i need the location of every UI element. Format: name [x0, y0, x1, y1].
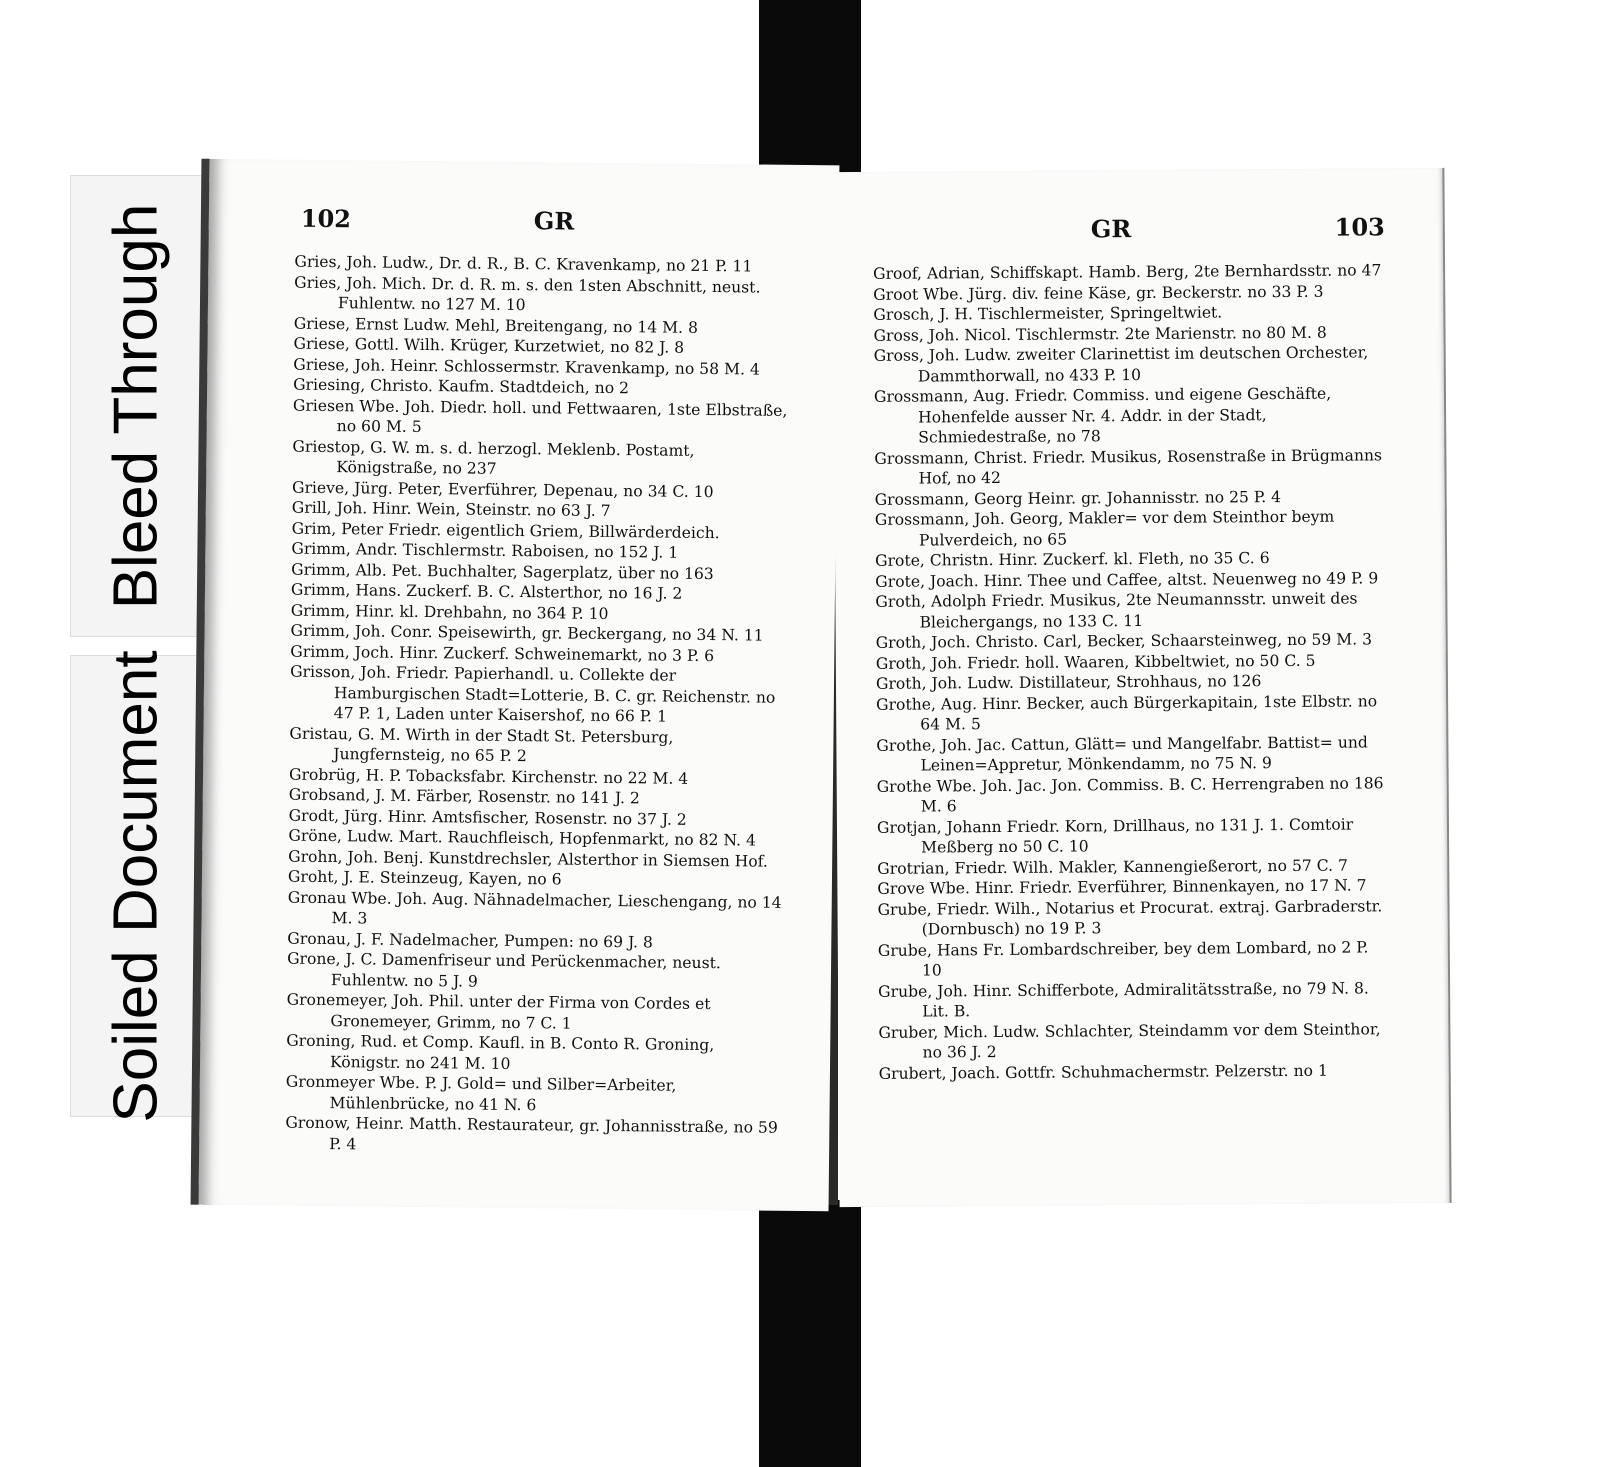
directory-entry: Grodt, Jürg. Hinr. Amtsfischer, Rosenstr. no 37 J. 2	[288, 806, 687, 829]
right-page	[832, 168, 1451, 1207]
left-entry-list	[285, 252, 794, 1159]
directory-entry: Grieve, Jürg. Peter, Everführer, Depenau, no 34 C. 10	[291, 478, 714, 501]
directory-entry: Groot Wbe. Jürg. div. feine Käse, gr. Beckerstr. no 33 P. 3	[873, 282, 1324, 304]
directory-entry: Grimm, Andr. Tischlermstr. Raboisen, no 152 J. 1	[291, 539, 679, 562]
left-page-header	[209, 159, 839, 236]
directory-entry: Gries, Joh. Ludw., Dr. d. R., B. C. Kravenkamp, no 21 P. 11	[294, 252, 753, 276]
directory-entry: Groth, Joh. Ludw. Distillateur, Strohhaus, no 126	[875, 672, 1262, 693]
directory-entry: Grosch, J. H. Tischlermeister, Springeltwiet.	[873, 303, 1223, 324]
directory-entry: Gronau, J. F. Nadelmacher, Pumpen: no 69 J. 8	[287, 929, 654, 951]
directory-entry: Griese, Joh. Heinr. Schlossermstr. Kravenkamp, no 58 M. 4	[293, 355, 760, 379]
directory-entry: Gronmeyer Wbe. P. J. Gold= und Silber=Arbeiter, Mühlenbrücke, no 41 N. 6	[285, 1072, 677, 1114]
directory-entry: Grimm, Hinr. kl. Drehbahn, no 364 P. 10	[290, 601, 609, 623]
directory-entry: Gross, Joh. Ludw. zweiter Clarinettist im deutschen Orchester, Dammthorwall, no 433 P. 10	[873, 343, 1369, 386]
directory-entry: Grossmann, Joh. Georg, Makler= vor dem Steinthor beym Pulverdeich, no 65	[874, 507, 1335, 550]
directory-entry: Griese, Gottl. Wilh. Krüger, Kurzetwiet, no 82 J. 8	[293, 334, 685, 357]
right-page-header	[832, 168, 1442, 244]
directory-entry: Grube, Hans Fr. Lombardschreiber, bey dem Lombard, no 2 P. 10	[877, 937, 1369, 980]
directory-entry: Grimm, Hans. Zuckerf. B. C. Alsterthor, no 16 J. 2	[290, 580, 683, 603]
directory-entry: Grim, Peter Friedr. eigentlich Griem, Billwärderdeich.	[291, 519, 720, 542]
directory-entry: Gröne, Ludw. Mart. Rauchfleisch, Hopfenmarkt, no 82 N. 4	[288, 826, 757, 850]
left-running-head: GR	[533, 206, 575, 236]
directory-entry: Groof, Adrian, Schiffskapt. Hamb. Berg, 2te Bernhardsstr. no 47	[873, 261, 1382, 283]
directory-entry: Groth, Joch. Christo. Carl, Becker, Schaarsteinweg, no 59 M. 3	[875, 630, 1373, 652]
directory-entry: Grothe, Joh. Jac. Cattun, Glätt= und Mangelfabr. Battist= und Leinen=Appretur, Mönkendamm, no 75 N. 9	[876, 732, 1368, 775]
directory-entry: Grove Wbe. Hinr. Friedr. Everführer, Binnenkayen, no 17 N. 7	[877, 876, 1367, 898]
directory-entry: Gries, Joh. Mich. Dr. d. R. m. s. den 1sten Abschnitt, neust. Fuhlentw. no 127 M. 10	[294, 273, 761, 315]
directory-entry: Grothe, Aug. Hinr. Becker, auch Bürgerkapitain, 1ste Elbstr. no 64 M. 5	[876, 691, 1378, 734]
directory-entry: Grossmann, Aug. Friedr. Commiss. und eigene Geschäfte, Hohenfelde ausser Nr. 4. Addr. in der Stadt, Schmiedestraße, no 78	[873, 384, 1332, 447]
binding-strip-bottom	[759, 1200, 861, 1467]
directory-entry: Grobrüg, H. P. Tobacksfabr. Kirchenstr. no 22 M. 4	[288, 765, 689, 788]
directory-entry: Grotrian, Friedr. Wilh. Makler, Kannengießerort, no 57 C. 7	[877, 856, 1348, 878]
directory-entry: Gross, Joh. Nicol. Tischlermstr. 2te Marienstr. no 80 M. 8	[873, 323, 1327, 345]
directory-entry: Grube, Joh. Hinr. Schifferbote, Admiralitätsstraße, no 79 N. 8. Lit. B.	[878, 978, 1369, 1021]
directory-entry: Groning, Rud. et Comp. Kaufl. in B. Conto R. Groning, Königstr. no 241 M. 10	[286, 1031, 715, 1073]
directory-entry: Grossmann, Christ. Friedr. Musikus, Rosenstraße in Brügmanns Hof, no 42	[874, 445, 1383, 488]
soiled-document-label	[70, 649, 202, 1123]
directory-entry: Grube, Friedr. Wilh., Notarius et Procurat. extraj. Garbraderstr. (Dornbusch) no 19 P. 3	[877, 896, 1383, 939]
binding-strip-top	[759, 0, 861, 180]
directory-entry: Grote, Christn. Hinr. Zuckerf. kl. Fleth, no 35 C. 6	[875, 549, 1270, 570]
directory-entry: Grisson, Joh. Friedr. Papierhandl. u. Collekte der Hamburgischen Stadt=Lotterie, B. C. gr. Reichenstr. no 47 P. 1, Laden unter Kaisershof, no 66 P. 1	[290, 662, 776, 726]
directory-entry: Grobsand, J. M. Färber, Rosenstr. no 141 J. 2	[288, 785, 640, 808]
directory-entry: Gristau, G. M. Wirth in der Stadt St. Petersburg, Jungfernsteig, no 65 P. 2	[289, 724, 674, 766]
directory-entry: Groht, J. E. Steinzeug, Kayen, no 6	[287, 867, 562, 889]
directory-entry: Griesen Wbe. Joh. Diedr. holl. und Fettwaaren, 1ste Elbstraße, no 60 M. 5	[292, 396, 788, 437]
bleed-through-text: Bleed Through	[101, 203, 171, 609]
right-running-head: GR	[1090, 214, 1132, 244]
directory-entry: Grimm, Joch. Hinr. Zuckerf. Schweinemarkt, no 3 P. 6	[290, 642, 715, 665]
directory-entry: Groth, Joh. Friedr. holl. Waaren, Kibbeltwiet, no 50 C. 5	[875, 651, 1316, 673]
right-page-number: 103	[1334, 212, 1385, 242]
bleed-through-label	[70, 175, 202, 637]
directory-entry: Groth, Adolph Friedr. Musikus, 2te Neumannsstr. unweit des Bleichergangs, no 133 C. 11	[875, 589, 1358, 632]
directory-entry: Grill, Joh. Hinr. Wein, Steinstr. no 63 J. 7	[291, 498, 611, 520]
soiled-document-text: Soiled Document	[101, 649, 171, 1123]
directory-entry: Grote, Joach. Hinr. Thee und Caffee, altst. Neuenweg no 49 P. 9	[875, 568, 1379, 591]
right-entry-list	[873, 260, 1389, 1084]
directory-entry: Griestop, G. W. m. s. d. herzogl. Meklenb. Postamt, Königstraße, no 237	[292, 437, 695, 478]
directory-entry: Griesing, Christo. Kaufm. Stadtdeich, no 2	[293, 375, 630, 398]
directory-entry: Grimm, Joh. Conr. Speisewirth, gr. Beckergang, no 34 N. 11	[290, 621, 764, 645]
left-page	[191, 159, 840, 1212]
directory-entry: Grossmann, Georg Heinr. gr. Johannisstr. no 25 P. 4	[874, 487, 1282, 509]
directory-entry: Grohn, Joh. Benj. Kunstdrechsler, Alsterthor in Siemsen Hof.	[288, 847, 768, 871]
directory-entry: Gronau Wbe. Joh. Aug. Nähnadelmacher, Lieschengang, no 14 M. 3	[287, 888, 782, 928]
directory-entry: Gruber, Mich. Ludw. Schlachter, Steindamm vor dem Steinthor, no 36 J. 2	[878, 1019, 1381, 1062]
directory-entry: Grothe Wbe. Joh. Jac. Jon. Commiss. B. C. Herrengraben no 186 M. 6	[876, 773, 1384, 816]
directory-entry: Gronemeyer, Joh. Phil. unter der Firma von Cordes et Gronemeyer, Grimm, no 7 C. 1	[286, 990, 711, 1033]
directory-entry: Gronow, Heinr. Matth. Restaurateur, gr. Johannisstraße, no 59 P. 4	[285, 1113, 778, 1153]
directory-entry: Griese, Ernst Ludw. Mehl, Breitengang, no 14 M. 8	[293, 314, 699, 337]
directory-entry: Grubert, Joach. Gottfr. Schuhmachermstr. Pelzerstr. no 1	[878, 1061, 1328, 1083]
left-page-number: 102	[300, 203, 352, 234]
directory-entry: Grimm, Alb. Pet. Buchhalter, Sagerplatz, über no 163	[291, 560, 714, 583]
directory-entry: Grone, J. C. Damenfriseur und Perückenmacher, neust. Fuhlentw. no 5 J. 9	[287, 949, 721, 991]
directory-entry: Grotjan, Johann Friedr. Korn, Drillhaus, no 131 J. 1. Comtoir Meßberg no 50 C. 10	[876, 815, 1354, 857]
